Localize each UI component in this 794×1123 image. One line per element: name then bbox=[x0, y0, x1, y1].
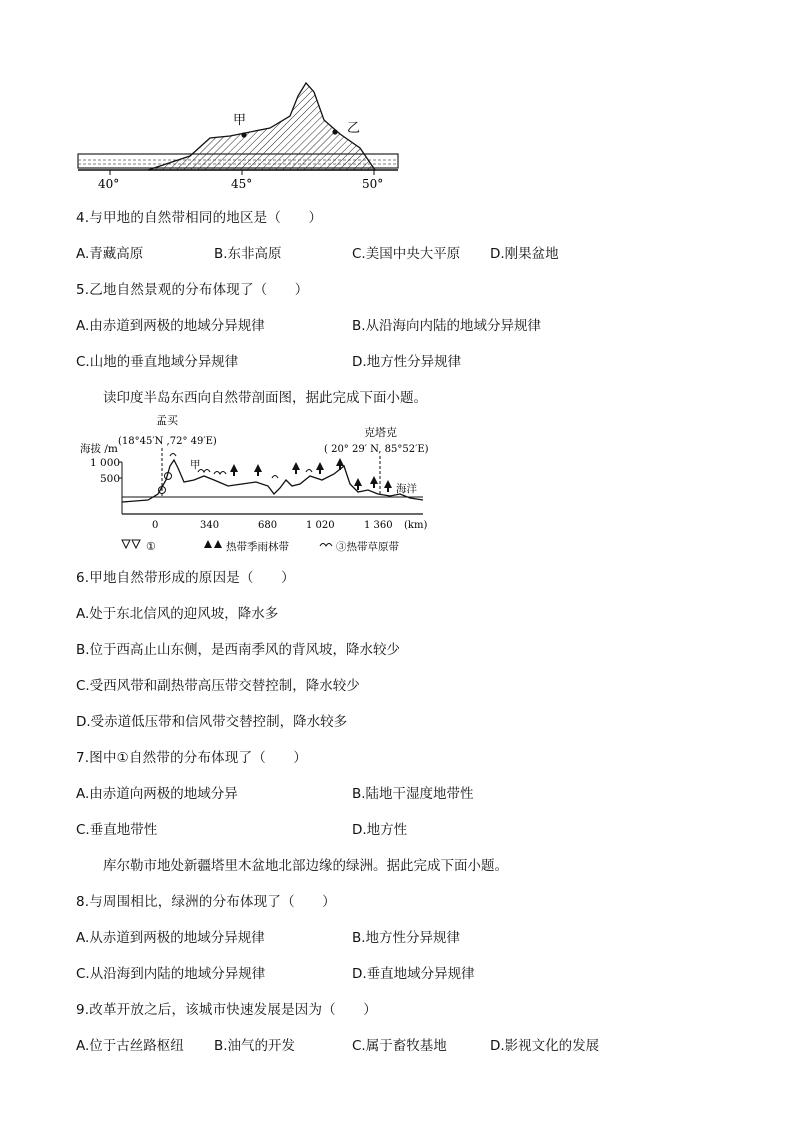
q7-option-d[interactable]: D.地方性 bbox=[352, 822, 408, 838]
city-kolkata: 克塔克 bbox=[364, 426, 397, 439]
q6-option-a[interactable]: A.处于东北信风的迎风坡，降水多 bbox=[76, 606, 279, 622]
y-tick-500: 500 bbox=[100, 473, 121, 485]
q4-option-b[interactable]: B.东非高原 bbox=[214, 246, 282, 262]
q9-option-c[interactable]: C.属于畜牧基地 bbox=[352, 1038, 447, 1054]
legend-monsoon-forest bbox=[204, 540, 289, 553]
question-8-stem: 8.与周围相比，绿洲的分布体现了（ ） bbox=[76, 894, 336, 910]
x-unit: (km) bbox=[404, 520, 428, 531]
q9-option-a[interactable]: A.位于古丝路枢纽 bbox=[76, 1038, 184, 1054]
mumbai-coord: (18°45′N ,72° 49′E) bbox=[118, 436, 217, 447]
svg-text:热带季雨林带: 热带季雨林带 bbox=[226, 541, 289, 553]
vegetation-symbols bbox=[230, 458, 392, 492]
x-tick-0: 0 bbox=[152, 520, 159, 531]
tick-50: 50° bbox=[362, 177, 384, 191]
point-yi bbox=[332, 129, 337, 134]
question-6-stem: 6.甲地自然带形成的原因是（ ） bbox=[76, 570, 295, 586]
question-4-stem: 4.与甲地的自然带相同的地区是（ ） bbox=[76, 210, 323, 226]
india-profile-figure bbox=[78, 410, 438, 558]
q5-option-d[interactable]: D.地方性分异规律 bbox=[352, 354, 462, 370]
mountain-profile-figure bbox=[70, 78, 410, 193]
label-jia-2: 甲 bbox=[190, 459, 201, 471]
q7-option-a[interactable]: A.由赤道向两极的地域分异 bbox=[76, 786, 238, 802]
q5-option-c[interactable]: C.山地的垂直地域分异规律 bbox=[76, 354, 239, 370]
q6-option-d[interactable]: D.受赤道低压带和信风带交替控制，降水较多 bbox=[76, 714, 348, 730]
q9-option-b[interactable]: B.油气的开发 bbox=[214, 1038, 296, 1054]
question-7-stem: 7.图中①自然带的分布体现了（ ） bbox=[76, 750, 308, 766]
q9-option-d[interactable]: D.影视文化的发展 bbox=[490, 1038, 600, 1054]
tick-40: 40° bbox=[98, 177, 120, 191]
label-yi: 乙 bbox=[347, 121, 361, 136]
q4-option-d[interactable]: D.刚果盆地 bbox=[490, 246, 559, 262]
legend-savanna bbox=[320, 540, 399, 553]
label-jia: 甲 bbox=[233, 113, 247, 128]
mountain-shape bbox=[148, 83, 375, 170]
q4-option-a[interactable]: A.青藏高原 bbox=[76, 246, 144, 262]
intro-indian-peninsula: 读印度半岛东西向自然带剖面图，据此完成下面小题。 bbox=[103, 390, 427, 406]
q7-option-c[interactable]: C.垂直地带性 bbox=[76, 822, 158, 838]
city-mumbai: 孟买 bbox=[156, 414, 178, 427]
q4-option-c[interactable]: C.美国中央大平原 bbox=[352, 246, 461, 262]
svg-text:③热带草原带: ③热带草原带 bbox=[336, 541, 399, 553]
point-jia bbox=[241, 132, 246, 137]
q8-option-d[interactable]: D.垂直地域分异规律 bbox=[352, 966, 475, 982]
q8-option-b[interactable]: B.地方性分异规律 bbox=[352, 930, 461, 946]
y-axis-label: 海拔 /m bbox=[80, 443, 118, 455]
question-5-stem: 5.乙地自然景观的分布体现了（ ） bbox=[76, 282, 309, 298]
q6-option-c[interactable]: C.受西风带和副热带高压带交替控制，降水较少 bbox=[76, 678, 360, 694]
svg-text:①: ① bbox=[146, 540, 156, 553]
x-tick-680: 680 bbox=[258, 520, 278, 531]
intro-korla: 库尔勒市地处新疆塔里木盆地北部边缘的绿洲。据此完成下面小题。 bbox=[103, 858, 508, 874]
q5-option-b[interactable]: B.从沿海向内陆的地域分异规律 bbox=[352, 318, 542, 334]
y-tick-1000: 1 000 bbox=[90, 457, 121, 469]
x-tick-340: 340 bbox=[200, 520, 220, 531]
tick-45: 45° bbox=[231, 177, 253, 191]
x-tick-1020: 1 020 bbox=[306, 520, 335, 531]
q7-option-b[interactable]: B.陆地干湿度地带性 bbox=[352, 786, 474, 802]
terrain-profile bbox=[122, 460, 423, 502]
label-ocean: 海洋 bbox=[396, 483, 417, 495]
q8-option-a[interactable]: A.从赤道到两极的地域分异规律 bbox=[76, 930, 265, 946]
question-9-stem: 9.改革开放之后，该城市快速发展是因为（ ） bbox=[76, 1002, 377, 1018]
q5-option-a[interactable]: A.由赤道到两极的地域分异规律 bbox=[76, 318, 265, 334]
q8-option-c[interactable]: C.从沿海到内陆的地域分异规律 bbox=[76, 966, 266, 982]
q6-option-b[interactable]: B.位于西高止山东侧，是西南季风的背风坡，降水较少 bbox=[76, 642, 401, 658]
kolkata-coord: ( 20° 29′ N, 85°52′E) bbox=[324, 444, 429, 455]
legend-zone-1 bbox=[122, 540, 156, 553]
x-tick-1360: 1 360 bbox=[364, 520, 393, 531]
